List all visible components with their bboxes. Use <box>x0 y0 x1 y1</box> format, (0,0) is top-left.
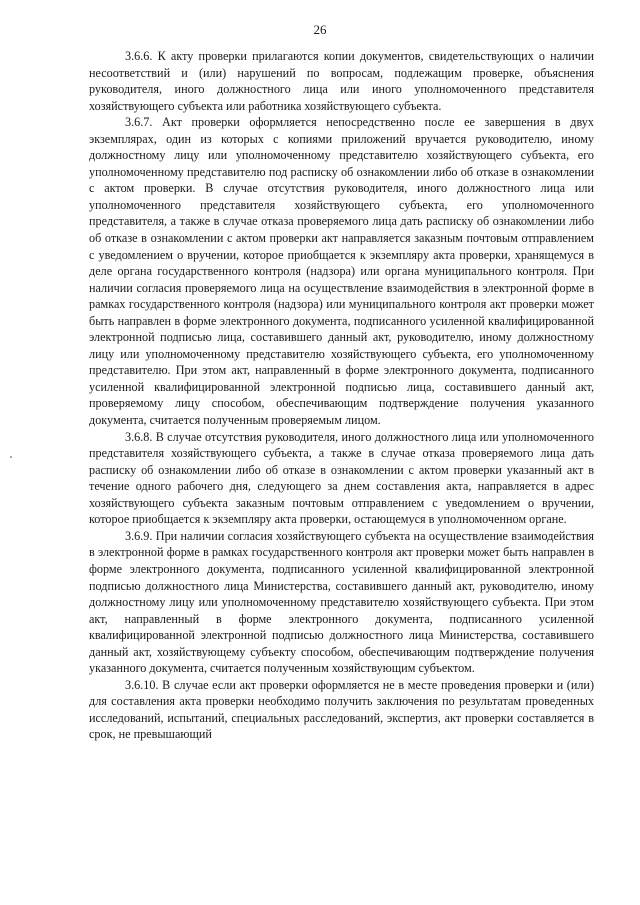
document-body <box>89 48 594 743</box>
paragraph-3-6-8: 3.6.8. В случае отсутствия руководителя, иного должностного лица или уполномоченного представителя хозяйствующего субъекта, а также в случае отказа проверяемого лица дать расписку об ознакомлении либо об отказе в ознакомлении с актом проверки указанный акт в течение одного рабочего дня, следующего за днем составления акта, направляется в адрес хозяйствующего субъекта заказным почтовым отправлением с уведомлением о вручении, которое приобщается к экземпляру акта проверки, остающемуся в уполномоченном органе. <box>89 429 594 527</box>
paragraph-3-6-9: 3.6.9. При наличии согласия хозяйствующего субъекта на осуществление взаимодействия в электронной форме в рамках государственного контроля акт проверки может быть направлен в форме электронного документа, подписанного усиленной квалифицированной электронной подписью должностного лица Министерства, составившего данный акт, руководителю, иному должностному лицу или уполномоченному представителю хозяйствующего субъекта. При этом акт, направленный в форме электронного документа, подписанного усиленной квалифицированной электронной подписью должностного лица Министерства, составившего данный акт, хозяйствующему субъекту способом, обеспечивающим подтверждение получения указанного документа, считается полученным хозяйствующим субъектом. <box>89 528 594 676</box>
paragraph-3-6-7: 3.6.7. Акт проверки оформляется непосредственно после ее завершения в двух экземплярах, один из которых с копиями приложений вручается руководителю, иному должностному лицу или уполномоченному представителю хозяйствующего субъекта, его уполномоченному представителю под расписку об ознакомлении либо об отказе в ознакомлении с актом проверки. В случае отсутствия руководителя, иного должностного лица или уполномоченного представителя хозяйствующего субъекта, его уполномоченного представителя, а также в случае отказа проверяемого лица дать расписку об ознакомлении либо об отказе в ознакомлении с актом проверки акт направляется заказным почтовым отправлением с уведомлением о вручении, которое приобщается к экземпляру акта проверки, хранящемуся в деле органа государственного контроля (надзора) или органа муниципального контроля. При наличии согласия проверяемого лица на осуществление взаимодействия в электронной форме в рамках государственного контроля (надзора) или муниципального контроля акт проверки может быть направлен в форме электронного документа, подписанного усиленной квалифицированной электронной подписью лица, составившего данный акт, руководителю, иному должностному лицу или уполномоченному представителю хозяйствующего субъекта, его уполномоченному представителю. При этом акт, направленный в форме электронного документа, подписанного усиленной квалифицированной электронной подписью лица, составившего данный акт, проверяемому лицу способом, обеспечивающим подтверждение получения указанного документа, считается полученным проверяемым лицом. <box>89 115 594 428</box>
paragraph-3-6-6: 3.6.6. К акту проверки прилагаются копии документов, свидетельствующих о наличии несоответствий и (или) нарушений по вопросам, подлежащим проверке, объяснения руководителя, иного должностного лица или иного уполномоченного представителя хозяйствующего субъекта или работника хозяйствующего субъекта. <box>89 49 594 113</box>
page-number: 26 <box>313 22 327 37</box>
paragraph-3-6-10: 3.6.10. В случае если акт проверки оформляется не в месте проведения проверки и (или) для составления акта проверки необходимо получить заключения по результатам проведенных исследований, испытаний, специальных расследований, экспертиз, акт проверки составляется в срок, не превышающий <box>89 677 594 742</box>
margin-speck <box>10 456 12 458</box>
